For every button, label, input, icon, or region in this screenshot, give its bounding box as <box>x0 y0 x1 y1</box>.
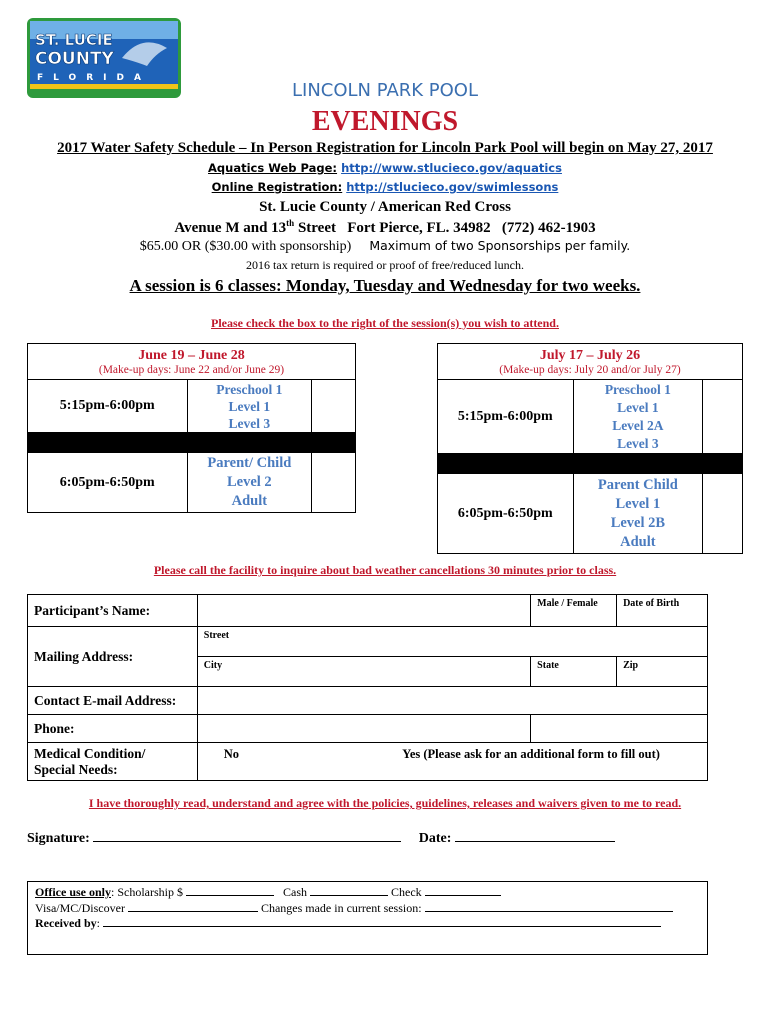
gender-field[interactable]: Male / Female <box>531 595 617 627</box>
mailing-address-label: Mailing Address: <box>28 627 198 687</box>
address-pre: Avenue M and 13 <box>174 220 287 236</box>
level-item: Preschool 1 <box>604 381 671 397</box>
aquatics-web-page <box>0 161 770 175</box>
session-dates: June 19 – June 28 <box>138 347 245 363</box>
medical-label <box>28 743 198 781</box>
medical-no-option[interactable]: No <box>223 747 240 761</box>
phone-field[interactable] <box>197 715 530 743</box>
session-note: A session is 6 classes: Monday, Tuesday and Wednesday for two weeks. <box>129 276 641 295</box>
session-dates: July 17 – July 26 <box>539 347 641 363</box>
level-item: Level 2 <box>226 474 272 490</box>
check-label: Check <box>391 885 422 899</box>
medical-options <box>197 743 707 781</box>
office-title: Office use only <box>35 885 111 899</box>
zip-field[interactable]: Zip <box>617 657 708 687</box>
address-post: Street Fort Pierce, FL. 34982 (772) 462-1903 <box>294 220 596 236</box>
session-checkbox[interactable] <box>703 380 743 454</box>
session-july-header <box>438 344 743 380</box>
level-item: Level 1 <box>228 398 271 414</box>
scholarship-line[interactable] <box>186 884 274 896</box>
received-label: Received by <box>35 916 97 930</box>
office-use-box <box>27 881 708 955</box>
session-time: 6:05pm-6:50pm <box>28 453 188 513</box>
dob-field[interactable]: Date of Birth <box>617 595 708 627</box>
email-label: Contact E-mail Address: <box>28 687 198 715</box>
level-item: Adult <box>620 533 656 550</box>
level-item: Parent/ Child <box>207 455 292 471</box>
session-june-table <box>27 343 356 513</box>
session-july-table <box>437 343 743 554</box>
level-list <box>187 453 312 513</box>
level-list <box>573 380 703 454</box>
agreement-note: I have thoroughly read, understand and agree with the policies, guidelines, releases and waivers given to me to read. <box>88 796 682 810</box>
pool-name: LINCOLN PARK POOL <box>291 80 479 101</box>
scholarship-label: : Scholarship $ <box>111 885 183 899</box>
session-checkbox[interactable] <box>703 474 743 554</box>
signature-line[interactable] <box>93 829 401 842</box>
received-colon: : <box>96 916 100 930</box>
street-field[interactable]: Street <box>197 627 707 657</box>
level-item: Level 2B <box>610 514 666 531</box>
session-june-header <box>28 344 356 380</box>
price: $65.00 OR ($30.00 with sponsorship) <box>139 239 352 254</box>
session-checkbox[interactable] <box>312 380 356 433</box>
level-item: Preschool 1 <box>216 381 283 397</box>
tax-note: 2016 tax return is required or proof of free/reduced lunch. <box>246 258 524 272</box>
office-row-3 <box>35 915 661 931</box>
cash-label: Cash <box>283 885 307 899</box>
aquatics-link[interactable]: http://www.stlucieco.gov/aquatics <box>341 161 562 175</box>
level-item: Level 2A <box>612 417 664 433</box>
registration-label: Online Registration: <box>211 180 343 194</box>
level-list <box>187 380 312 433</box>
phone-label <box>28 715 198 743</box>
level-item: Adult <box>231 493 268 509</box>
check-line[interactable] <box>425 884 501 896</box>
participant-name-label: Participant’s Name: <box>28 595 198 627</box>
logo-line1: ST. LUCIE <box>35 31 113 49</box>
session-time: 5:15pm-6:00pm <box>28 380 188 433</box>
address-sup: th <box>286 218 295 228</box>
signature-row <box>27 829 615 847</box>
session-checkbox[interactable] <box>312 453 356 513</box>
address-line <box>0 218 770 237</box>
office-row-2 <box>35 900 673 916</box>
email-field[interactable] <box>197 687 707 715</box>
county-line: St. Lucie County / American Red Cross <box>259 199 511 215</box>
changes-line[interactable] <box>425 900 673 912</box>
check-note: Please check the box to the right of the session(s) you wish to attend. <box>211 316 559 330</box>
signature-label: Signature: <box>27 831 90 846</box>
changes-label: Changes made in current session: <box>260 901 422 915</box>
online-registration <box>0 180 770 194</box>
medical-label-line1: Medical Condition/ <box>34 745 146 761</box>
date-line[interactable] <box>455 829 615 842</box>
divider-bar <box>28 433 356 453</box>
cash-line[interactable] <box>310 884 388 896</box>
medical-yes-option[interactable]: Yes (Please ask for an additional form to fill out) <box>402 747 660 761</box>
divider-bar <box>438 454 743 474</box>
aquatics-label: Aquatics Web Page: <box>208 161 338 175</box>
price-line <box>0 238 770 255</box>
logo-line3: FLORIDA <box>37 73 151 83</box>
session-makeup: (Make-up days: July 20 and/or July 27) <box>499 363 681 376</box>
level-item: Level 1 <box>617 399 659 415</box>
logo-line2: COUNTY <box>35 49 114 69</box>
level-item: Level 1 <box>615 495 661 512</box>
max-sponsorships: Maximum of two Sponsorships per family. <box>369 238 631 253</box>
state-field[interactable]: State <box>531 657 617 687</box>
level-item: Level 3 <box>228 415 271 431</box>
page-title: EVENINGS <box>311 106 459 137</box>
level-item: Level 3 <box>617 435 659 451</box>
session-time: 6:05pm-6:50pm <box>438 474 574 554</box>
session-makeup: (Make-up days: June 22 and/or June 29) <box>98 363 285 376</box>
office-row-1 <box>35 884 501 900</box>
participant-form <box>27 594 708 781</box>
session-time: 5:15pm-6:00pm <box>438 380 574 454</box>
participant-name-field[interactable] <box>197 595 530 627</box>
phone-label-text: Phone: <box>34 720 75 736</box>
medical-label-line2: Special Needs: <box>34 761 118 777</box>
level-item: Parent Child <box>597 476 678 493</box>
registration-link[interactable]: http://stlucieco.gov/swimlessons <box>346 180 559 194</box>
phone-extra-field[interactable] <box>531 715 708 743</box>
visa-line[interactable] <box>128 900 258 912</box>
visa-label: Visa/MC/Discover <box>35 901 125 915</box>
weather-note: Please call the facility to inquire about bad weather cancellations 30 minutes prior to class. <box>153 563 617 577</box>
city-field[interactable]: City <box>197 657 530 687</box>
date-label: Date: <box>418 831 452 846</box>
level-list <box>573 474 703 554</box>
received-line[interactable] <box>103 915 661 927</box>
schedule-line: 2017 Water Safety Schedule – In Person Registration for Lincoln Park Pool will begin on May 27, 2017 <box>57 140 713 156</box>
